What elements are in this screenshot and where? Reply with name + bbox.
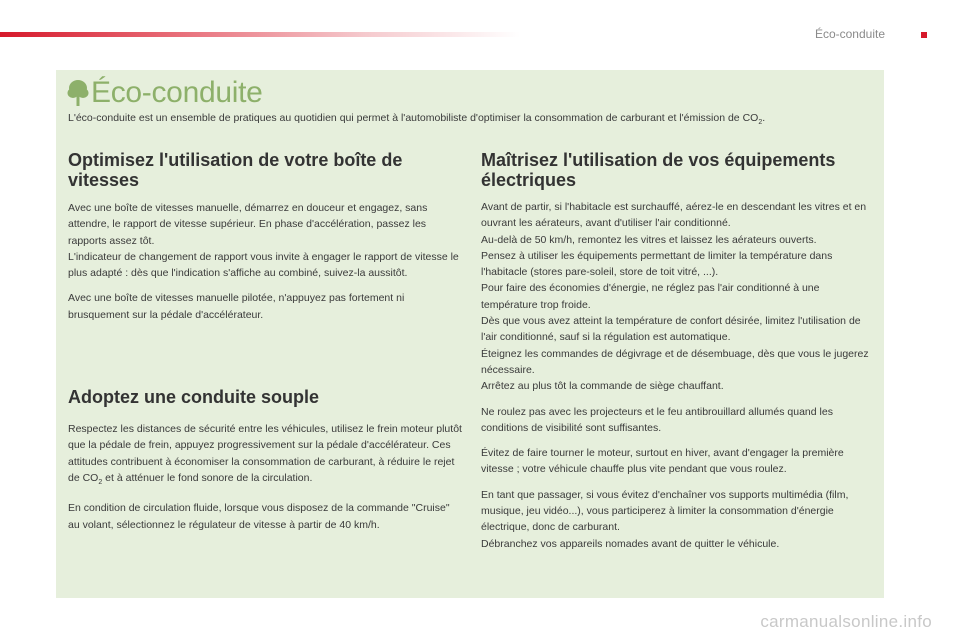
header-marker — [921, 32, 927, 38]
page-title-row — [67, 76, 263, 110]
intro-paragraph: L'éco-conduite est un ensemble de pratiques au quotidien qui permet à l'automobiliste d'optimiser la consommation de carburant et l'émission de $CO_2$. — [68, 112, 766, 127]
tree-leaf-icon — [67, 79, 89, 107]
electrical-paragraph-1: Avant de partir, si l'habitacle est surchauffé, aérez-le en descendant les vitres et en ouvrant les aérateurs, avant d'utiliser l'air conditionné. Au-delà de 50 km/h, remontez les vitres et laissez les aérateurs ouverts. Pensez à utiliser les équipements permettant de limiter la température dans l'habitacle (stores pare-soleil, store de toit vitré, ...). Pour faire des économies d'énergie, ne réglez pas l'air conditionné à une température trop froide. Dès que vous avez atteint la température de confort désirée, limitez l'utilisation de l'air conditionné, sauf si la régulation est automatique. Éteignez les commandes de dégivrage et de désembuage, dès que vous le jugerez nécessaire. Arrêtez au plus tôt la commande de siège chauffant. — [481, 201, 869, 393]
left-column-bottom — [68, 387, 463, 542]
smooth-driving-paragraph-2: En condition de circulation fluide, lorsque vous disposez de la commande "Cruise" au volant, sélectionnez le régulateur de vitesse à partir de 40 km/h. — [68, 502, 450, 531]
electrical-paragraph-3: Évitez de faire tourner le moteur, surtout en hiver, avant d'engager la première vitesse ; votre véhicule chauffe plus vite pendant que vous roulez. — [481, 447, 844, 476]
right-column — [481, 150, 876, 561]
electrical-paragraph-2: Ne roulez pas avec les projecteurs et le feu antibrouillard allumés quand les conditions de visibilité sont suffisantes. — [481, 405, 833, 434]
gearbox-paragraph-2: Avec une boîte de vitesses manuelle pilotée, n'appuyez pas fortement ni brusquement sur la pédale d'accélérateur. — [68, 292, 405, 321]
site-watermark: carmanualsonline.info — [760, 612, 932, 631]
section-heading-gearbox: Optimisez l'utilisation de votre boîte de vitesses — [68, 150, 403, 190]
section-heading-electrical: Maîtrisez l'utilisation de vos équipements électriques — [481, 150, 836, 190]
header-section-title: Éco-conduite — [814, 27, 885, 41]
gearbox-paragraph-1: Avec une boîte de vitesses manuelle, démarrez en douceur et engagez, sans attendre, le rapport de vitesse supérieur. En phase d'accélération, passez les rapports assez tôt. L'indicateur de changement de rapport vous invite à engager le rapport de vitesse le plus adapté : dès que l'indication s'affiche au combiné, suivez-la aussitôt. — [68, 202, 459, 280]
smooth-driving-paragraph-1: Respectez les distances de sécurité entre les véhicules, utilisez le frein moteur plutôt que la pédale de frein, appuyez progressivement sur la pédale d'accélérateur. Ces attitudes contribuent à économiser la consommation de carburant, à réduire le rejet de $CO_2$ et à atténuer le fond sonore de la circulation. — [68, 423, 462, 486]
header-accent-bar — [0, 32, 520, 37]
section-heading-smooth-driving: Adoptez une conduite souple — [68, 387, 319, 407]
left-column-top — [68, 150, 463, 332]
electrical-paragraph-4: En tant que passager, si vous évitez d'enchaîner vos supports multimédia (film, musique, jeu vidéo...), vous participerez à limiter la consommation d'énergie électrique, donc de carburant. Débranchez vos appareils nomades avant de quitter le véhicule. — [481, 488, 849, 550]
page-title: Éco-conduite — [91, 76, 263, 109]
